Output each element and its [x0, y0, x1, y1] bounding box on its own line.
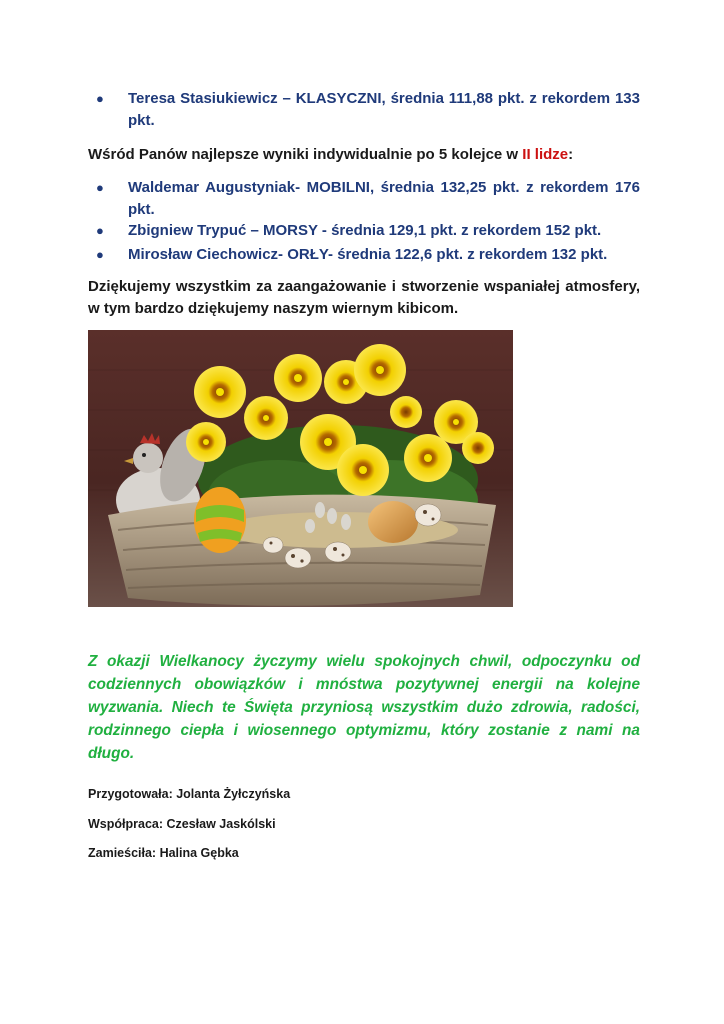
- men-intro-text: Wśród Panów najlepsze wyniki indywidualnie po 5 kolejce w: [88, 146, 523, 163]
- bullet-icon: ●: [96, 180, 104, 195]
- list-item: [96, 220, 640, 242]
- men-intro-paragraph: [88, 144, 640, 166]
- list-item-text: Waldemar Augustyniak- MOBILNI, średnia 132,25 pkt. z rekordem 176 pkt.: [128, 179, 640, 218]
- easter-basket-photo: [88, 330, 513, 607]
- bullet-icon: ●: [96, 91, 104, 106]
- list-item: [96, 177, 640, 221]
- list-item: [96, 88, 640, 132]
- credit-posted: Zamieściła: Halina Gębka: [88, 846, 239, 860]
- list-item-text: Teresa Stasiukiewicz – KLASYCZNI, średnia 111,88 pkt. z rekordem 133 pkt.: [128, 90, 640, 129]
- men-intro-colon: :: [568, 146, 574, 163]
- credit-cooperation: Współpraca: Czesław Jaskólski: [88, 817, 276, 831]
- list-item-text: Mirosław Ciechowicz- ORŁY- średnia 122,6 pkt. z rekordem 132 pkt.: [128, 246, 608, 263]
- thanks-paragraph: Dziękujemy wszystkim za zaangażowanie i stworzenie wspaniałej atmosfery, w tym bardzo dziękujemy naszym wiernym kibicom.: [88, 278, 640, 317]
- league-name: II lidze: [522, 146, 569, 163]
- list-item: [96, 244, 640, 266]
- credit-prepared: Przygotowała: Jolanta Żyłczyńska: [88, 787, 291, 801]
- bullet-icon: ●: [96, 223, 104, 238]
- bullet-icon: ●: [96, 247, 104, 262]
- list-item-text: Zbigniew Trypuć – MORSY - średnia 129,1 pkt. z rekordem 152 pkt.: [128, 222, 602, 239]
- easter-wishes: Z okazji Wielkanocy życzymy wielu spokojnych chwil, odpoczynku od codziennych obowiązków i mnóstwa pozytywnej energii na kolejne wyzwania. Niech te Święta przyniosą wszystkim dużo zdrowia, radości, rodzinnego ciepła i wiosennego optymizmu, który zostanie z nami na długo.: [88, 653, 640, 762]
